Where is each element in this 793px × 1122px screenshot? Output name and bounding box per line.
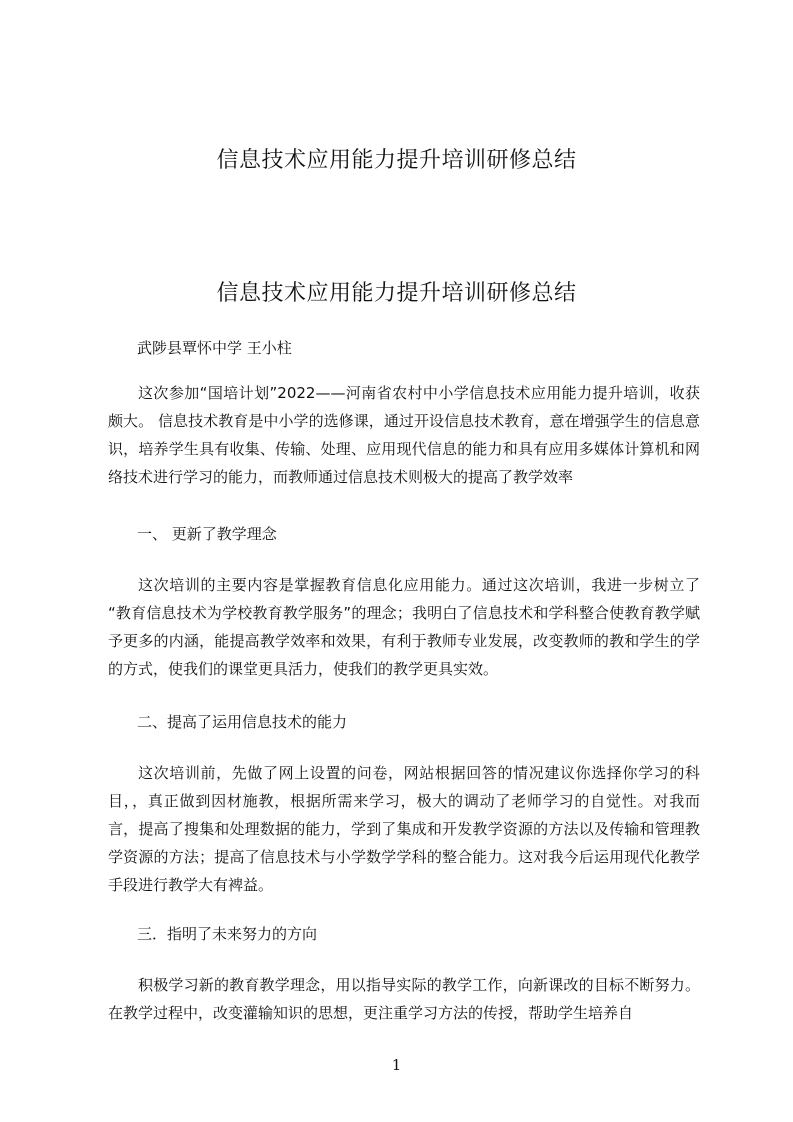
section-heading-1: 一、 更新了教学理念 [137,525,277,543]
section-body-3: 积极学习新的教育教学理念，用以指导实际的教学工作，向新课改的目标不断努力。在教学过程中，改变灌输知识的思想，更注重学习方法的传授，帮助学生培养自 [108,976,700,1022]
intro-paragraph: 这次参加“国培计划”2022——河南省农村中小学信息技术应用能力提升培训，收获颇大。 信息技术教育是中小学的选修课，通过开设信息技术教育，意在增强学生的信息意识，培养学生具有收集、传输、处理、应用现代信息的能力和具有应用多媒体计算机和网络技术进行学习的能力，而教师通过信息技术则极大的提高了教学效率 [108,384,700,486]
header-title: 信息技术应用能力提升培训研修总结 [216,148,577,173]
section-body-2: 这次培训前，先做了网上设置的问卷，网站根据回答的情况建议你选择你学习的科目，，真正做到因材施教，根据所需来学习，极大的调动了老师学习的自觉性。对我而言，提高了搜集和处理数据的能力，学到了集成和开发教学资源的方法以及传输和管理教学资源的方法；提高了信息技术与小学数学学科的整合能力。这对我今后运用现代化教学手段进行教学大有裨益。 [108,764,700,894]
page-number: 1 [391,1056,402,1074]
section-heading-3: 三．指明了未来努力的方向 [137,925,318,943]
section-body-1: 这次培训的主要内容是掌握教育信息化应用能力。通过这次培训，我进一步树立了 “教育信息技术为学校教育教学服务”的理念；我明白了信息技术和学科整合使教育教学赋予更多的内涵，能提高教学效率和效果，有利于教师专业发展，改变教师的教和学生的学的方式，使我们的课堂更具活力，使我们的教学更具实效。 [108,576,700,678]
page-title: 信息技术应用能力提升培训研修总结 [216,281,577,306]
section-heading-2: 二、提高了运用信息技术的能力 [137,713,348,731]
author-line: 武陟县覃怀中学 王小柱 [137,339,292,357]
